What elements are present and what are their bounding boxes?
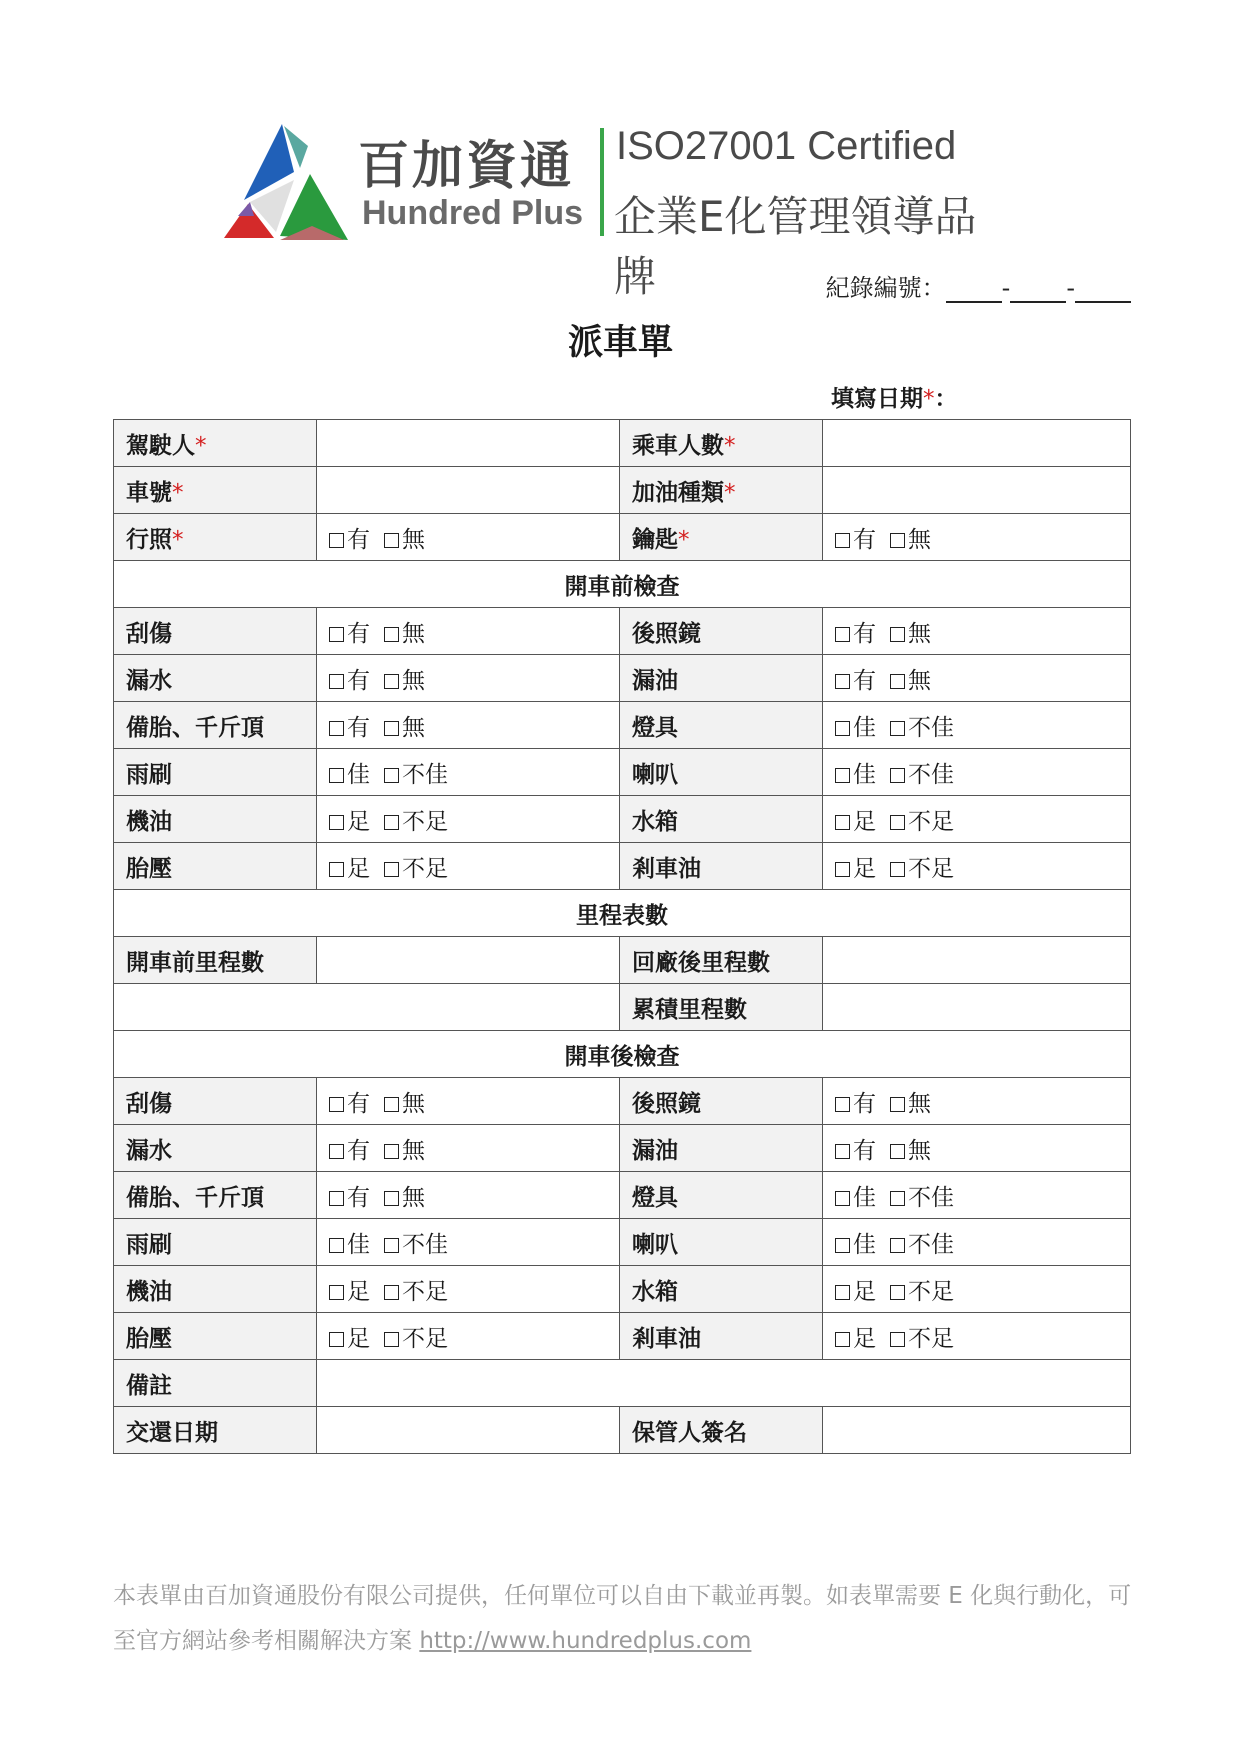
- label-license: 行照*: [114, 514, 317, 561]
- label-remarks: 備註: [114, 1360, 317, 1407]
- label-mirror: 後照鏡: [620, 1078, 823, 1125]
- checkbox-short[interactable]: 不足: [384, 1273, 448, 1306]
- certification-text: ISO27001 Certified: [616, 124, 957, 168]
- label-water-leak: 漏水: [114, 1125, 317, 1172]
- checkbox-yes[interactable]: 有: [835, 615, 876, 648]
- table-row: [114, 655, 1131, 702]
- checkbox-no[interactable]: 無: [890, 1132, 931, 1165]
- label-spare-jack: 備胎、千斤頂: [114, 702, 317, 749]
- empty-cell: [114, 984, 620, 1031]
- label-passengers: 乘車人數*: [620, 420, 823, 467]
- table-row: [114, 937, 1131, 984]
- checkbox-yes[interactable]: 有: [329, 1085, 370, 1118]
- record-number-label: 紀錄編號：: [825, 274, 946, 302]
- label-plate: 車號*: [114, 467, 317, 514]
- brand-name-en: Hundred Plus: [362, 194, 584, 232]
- record-blank[interactable]: [1010, 277, 1066, 303]
- checkbox-yes[interactable]: 有: [329, 1179, 370, 1212]
- label-water-leak: 漏水: [114, 655, 317, 702]
- label-mirror: 後照鏡: [620, 608, 823, 655]
- label-radiator: 水箱: [620, 796, 823, 843]
- label-horn: 喇叭: [620, 1219, 823, 1266]
- checkbox-enough[interactable]: 足: [835, 1273, 876, 1306]
- checkbox-enough[interactable]: 足: [329, 803, 370, 836]
- checkbox-yes[interactable]: 有: [329, 662, 370, 695]
- label-mileage-before: 開車前里程數: [114, 937, 317, 984]
- fill-date-label: [831, 380, 958, 413]
- checkbox-yes[interactable]: 有: [329, 521, 370, 554]
- checkbox-yes[interactable]: 有: [835, 1085, 876, 1118]
- table-row: [114, 1219, 1131, 1266]
- checkbox-short[interactable]: 不足: [384, 850, 448, 883]
- checkbox-no[interactable]: 無: [890, 1085, 931, 1118]
- label-lights: 燈具: [620, 1172, 823, 1219]
- label-tire-pressure: 胎壓: [114, 843, 317, 890]
- checkbox-bad[interactable]: 不佳: [384, 1226, 448, 1259]
- table-row: [114, 702, 1131, 749]
- label-radiator: 水箱: [620, 1266, 823, 1313]
- checkbox-bad[interactable]: 不佳: [890, 1226, 954, 1259]
- table-row: [114, 1407, 1131, 1454]
- checkbox-short[interactable]: 不足: [890, 1320, 954, 1353]
- checkbox-no[interactable]: 無: [384, 1085, 425, 1118]
- section-mileage: 里程表數: [114, 890, 1131, 937]
- page-title: 派車單: [567, 323, 673, 363]
- label-fuel-type: 加油種類*: [620, 467, 823, 514]
- brand-divider: [600, 128, 604, 236]
- logo-icon: [214, 120, 354, 250]
- section-row: [114, 1031, 1131, 1078]
- label-brake-oil: 剎車油: [620, 843, 823, 890]
- field-return-date[interactable]: [317, 1407, 620, 1454]
- footer-link[interactable]: http://www.hundredplus.com: [419, 1628, 752, 1654]
- checkbox-yes[interactable]: 有: [835, 662, 876, 695]
- table-row: [114, 1125, 1131, 1172]
- brand-name-cn: 百加資通: [358, 137, 575, 196]
- checkbox-no[interactable]: 無: [890, 521, 931, 554]
- checkbox-good[interactable]: 佳: [329, 756, 370, 789]
- checkbox-no[interactable]: 無: [384, 1132, 425, 1165]
- checkbox-enough[interactable]: 足: [329, 1273, 370, 1306]
- checkbox-yes[interactable]: 有: [835, 1132, 876, 1165]
- checkbox-short[interactable]: 不足: [384, 1320, 448, 1353]
- checkbox-yes[interactable]: 有: [329, 615, 370, 648]
- table-row: [114, 843, 1131, 890]
- field-remarks[interactable]: [317, 1360, 1131, 1407]
- label-driver: 駕駛人*: [114, 420, 317, 467]
- table-row: [114, 1078, 1131, 1125]
- checkbox-bad[interactable]: 不佳: [890, 709, 954, 742]
- checkbox-short[interactable]: 不足: [890, 803, 954, 836]
- colon: ：: [934, 386, 958, 412]
- field-mileage-total[interactable]: [823, 984, 1131, 1031]
- checkbox-no[interactable]: 無: [890, 662, 931, 695]
- table-row: [114, 1172, 1131, 1219]
- label-horn: 喇叭: [620, 749, 823, 796]
- table-row: [114, 796, 1131, 843]
- table-row: [114, 1360, 1131, 1407]
- table-row: [114, 1266, 1131, 1313]
- checkbox-bad[interactable]: 不佳: [890, 1179, 954, 1212]
- checkbox-yes[interactable]: 有: [329, 709, 370, 742]
- field-plate[interactable]: [317, 467, 620, 514]
- footer-text: 本表單由百加資通股份有限公司提供，任何單位可以自由下載並再製。如表單需要 E 化與行動化，可至官方網站參考相關解決方案: [113, 1583, 1132, 1654]
- section-pre-check: 開車前檢查: [114, 561, 1131, 608]
- checkbox-yes[interactable]: 有: [329, 1132, 370, 1165]
- table-row: [114, 420, 1131, 467]
- checkbox-no[interactable]: 無: [384, 709, 425, 742]
- checkbox-short[interactable]: 不足: [890, 1273, 954, 1306]
- field-mileage-after[interactable]: [823, 937, 1131, 984]
- record-number: 紀錄編號： - -: [826, 268, 1131, 303]
- label-oil-leak: 漏油: [620, 655, 823, 702]
- checkbox-enough[interactable]: 足: [329, 1320, 370, 1353]
- label-scratch: 刮傷: [114, 608, 317, 655]
- field-license: [317, 514, 620, 561]
- required-mark: *: [923, 386, 935, 412]
- record-blank[interactable]: [946, 277, 1002, 303]
- label-mileage-after: 回廠後里程數: [620, 937, 823, 984]
- checkbox-enough[interactable]: 足: [329, 850, 370, 883]
- label-wiper: 雨刷: [114, 1219, 317, 1266]
- field-passengers[interactable]: [823, 420, 1131, 467]
- field-key: [823, 514, 1131, 561]
- brand-slogan: 企業E化管理領導品牌: [614, 192, 977, 301]
- section-row: [114, 890, 1131, 937]
- checkbox-no[interactable]: 無: [890, 615, 931, 648]
- checkbox-no[interactable]: 無: [384, 1179, 425, 1212]
- checkbox-enough[interactable]: 足: [835, 850, 876, 883]
- field-keeper-sign[interactable]: [823, 1407, 1131, 1454]
- footer-note: [113, 1574, 1133, 1664]
- checkbox-enough[interactable]: 足: [835, 803, 876, 836]
- checkbox-good[interactable]: 佳: [835, 709, 876, 742]
- table-row: [114, 749, 1131, 796]
- label-spare-jack: 備胎、千斤頂: [114, 1172, 317, 1219]
- checkbox-enough[interactable]: 足: [835, 1320, 876, 1353]
- dispatch-form-table: [113, 419, 1131, 1454]
- field-driver[interactable]: [317, 420, 620, 467]
- field-fuel-type[interactable]: [823, 467, 1131, 514]
- checkbox-bad[interactable]: 不佳: [384, 756, 448, 789]
- checkbox-good[interactable]: 佳: [835, 1179, 876, 1212]
- checkbox-good[interactable]: 佳: [329, 1226, 370, 1259]
- label-oil-leak: 漏油: [620, 1125, 823, 1172]
- table-row: [114, 467, 1131, 514]
- table-row: [114, 1313, 1131, 1360]
- checkbox-yes[interactable]: 有: [835, 521, 876, 554]
- checkbox-short[interactable]: 不足: [890, 850, 954, 883]
- label-brake-oil: 剎車油: [620, 1313, 823, 1360]
- label-scratch: 刮傷: [114, 1078, 317, 1125]
- record-blank[interactable]: [1075, 277, 1131, 303]
- label-wiper: 雨刷: [114, 749, 317, 796]
- label-engine-oil: 機油: [114, 796, 317, 843]
- label-tire-pressure: 胎壓: [114, 1313, 317, 1360]
- section-post-check: 開車後檢查: [114, 1031, 1131, 1078]
- label-mileage-total: 累積里程數: [620, 984, 823, 1031]
- checkbox-no[interactable]: 無: [384, 615, 425, 648]
- label-keeper-sign: 保管人簽名: [620, 1407, 823, 1454]
- label-key: 鑰匙*: [620, 514, 823, 561]
- label-lights: 燈具: [620, 702, 823, 749]
- checkbox-no[interactable]: 無: [384, 662, 425, 695]
- field-mileage-before[interactable]: [317, 937, 620, 984]
- label-return-date: 交還日期: [114, 1407, 317, 1454]
- table-row: [114, 608, 1131, 655]
- fill-date-text: 填寫日期: [831, 386, 923, 412]
- checkbox-short[interactable]: 不足: [384, 803, 448, 836]
- section-row: [114, 561, 1131, 608]
- table-row: [114, 514, 1131, 561]
- label-engine-oil: 機油: [114, 1266, 317, 1313]
- checkbox-good[interactable]: 佳: [835, 756, 876, 789]
- checkbox-good[interactable]: 佳: [835, 1226, 876, 1259]
- checkbox-no[interactable]: 無: [384, 521, 425, 554]
- checkbox-bad[interactable]: 不佳: [890, 756, 954, 789]
- table-row: [114, 984, 1131, 1031]
